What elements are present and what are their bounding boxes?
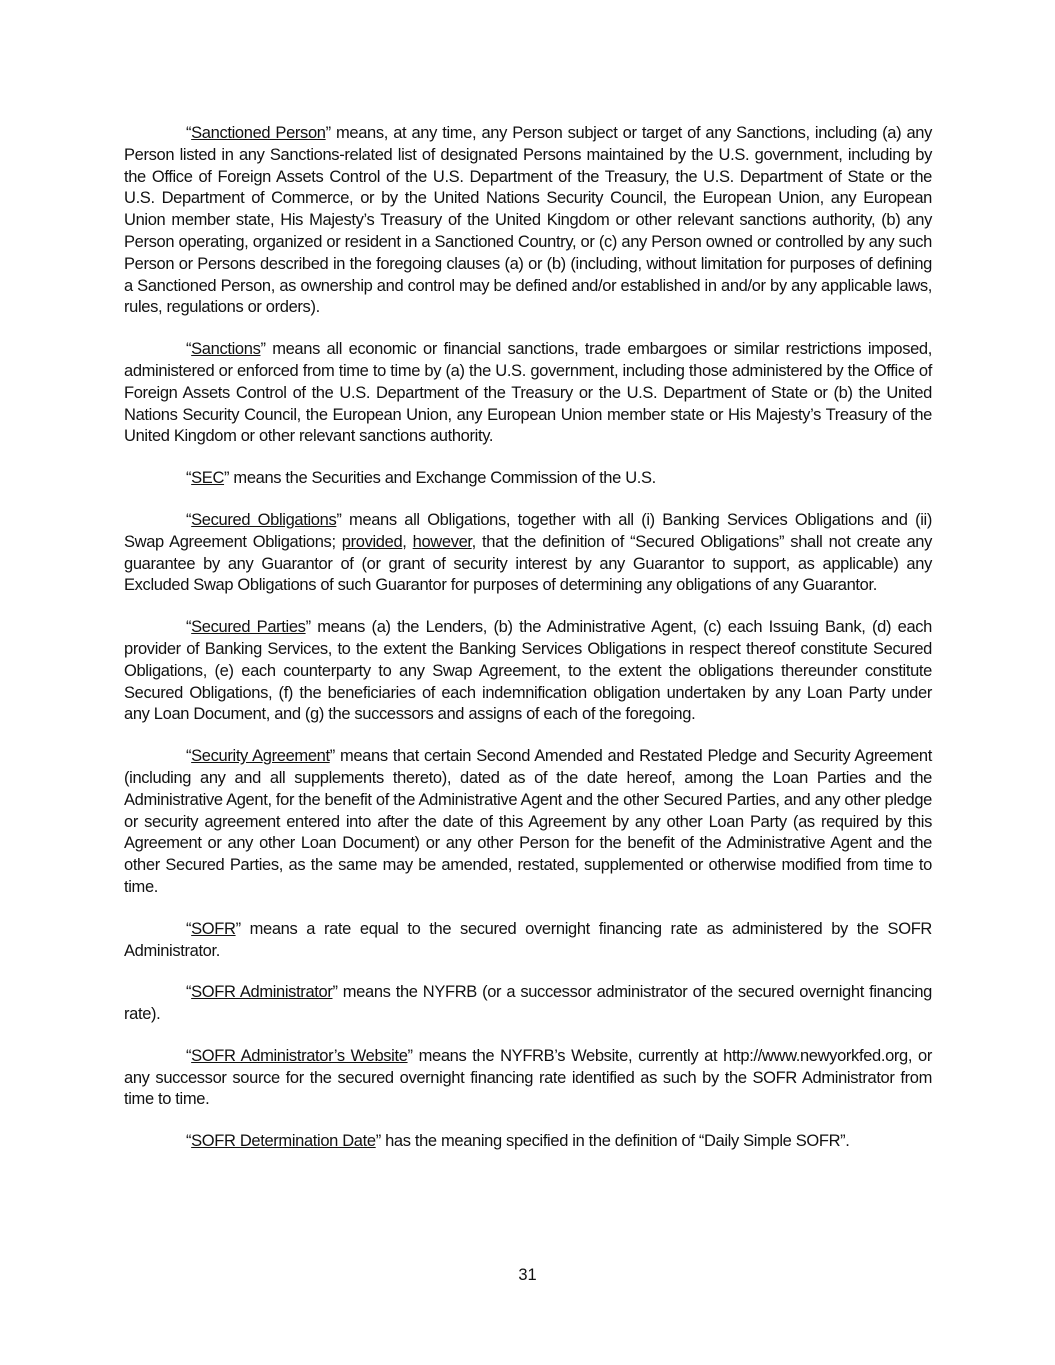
quote-mark: “ xyxy=(186,1132,192,1151)
definition-secured-obligations xyxy=(124,510,932,597)
definition-text: , that the definition of “Secured Obligations” shall not create any guarantee by any Guarantor of (or grant of security interest by any Guarantor to support, as applicable) any Excluded Swap Obligations of such Guarantor for purposes of determining any obligations of any Guarantor. xyxy=(124,532,933,595)
emphasis-however: however xyxy=(412,532,472,551)
quote-mark: “ xyxy=(186,124,192,142)
defined-term: SOFR xyxy=(191,919,236,938)
quote-mark: “ xyxy=(186,618,192,637)
quote-mark: “ xyxy=(186,340,192,359)
definition-text: ” means a rate equal to the secured overnight financing rate as administered by the SOFR Administrator. xyxy=(124,919,932,960)
definition-sofr-determination-date xyxy=(124,1131,932,1153)
quote-mark: “ xyxy=(186,469,192,488)
definition-sofr xyxy=(124,919,932,963)
quote-mark: “ xyxy=(186,919,192,938)
separator: , xyxy=(402,532,413,551)
definition-sofr-administrator xyxy=(124,982,932,1026)
quote-mark: “ xyxy=(186,983,192,1002)
defined-term: SOFR Administrator’s Website xyxy=(191,1046,408,1065)
definitions-section xyxy=(124,123,932,1173)
definition-text: ” means (a) the Lenders, (b) the Administrative Agent, (c) each Issuing Bank, (d) each provider of Banking Services, to the extent the Banking Services Obligations in respect thereof constitute Secured Obligations, (e) each counterparty to any Swap Agreement, to the extent the obligations thereunder constitute Secured Obligations, (f) the beneficiaries of each indemnification obligation undertaken by any Loan Party under any Loan Document, and (g) the successors and assigns of each of the foregoing. xyxy=(124,618,932,724)
definition-text: ” means the NYFRB’s Website, currently at http://www.newyorkfed.org, or any successor source for the secured overnight financing rate identified as such by the SOFR Administrator from time to time. xyxy=(124,1046,932,1109)
defined-term: Sanctioned Person xyxy=(191,124,326,142)
defined-term: Secured Obligations xyxy=(191,510,337,529)
defined-term: SOFR Administrator xyxy=(191,983,333,1002)
definition-sanctioned-person xyxy=(124,123,932,319)
page-number: 31 xyxy=(518,1266,537,1284)
definition-text: ” means, at any time, any Person subject or target of any Sanctions, including (a) any Person listed in any Sanctions-related list of designated Persons maintained by the U.S. government, including by the Office of Foreign Assets Control of the U.S. Department of the Treasury, the U.S. Department of State or the U.S. Department of Commerce, or by the United Nations Security Council, the European Union, any European Union member state, His Majesty’s Treasury of the United Kingdom or other relevant sanctions authority, (b) any Person operating, organized or resident in a Sanctioned Country, or (c) any Person owned or controlled by any such Person or Persons described in the foregoing clauses (a) or (b) (including, without limitation for purposes of defining a Sanctioned Person, as ownership and control may be defined and/or established in and/or by any applicable laws, rules, regulations or orders). xyxy=(124,124,932,317)
emphasis-provided: provided xyxy=(341,532,403,551)
defined-term: SOFR Determination Date xyxy=(191,1132,376,1151)
definition-text: ” has the meaning specified in the definition of “Daily Simple SOFR”. xyxy=(375,1132,850,1151)
definition-secured-parties xyxy=(124,617,932,726)
definition-sofr-administrators-website xyxy=(124,1046,932,1111)
definition-sanctions xyxy=(124,339,932,448)
defined-term: Secured Parties xyxy=(191,618,306,637)
definition-security-agreement xyxy=(124,746,932,899)
quote-mark: “ xyxy=(186,747,192,766)
defined-term: SEC xyxy=(191,469,225,488)
defined-term: Sanctions xyxy=(191,340,261,359)
definition-text: ” means the NYFRB (or a successor administrator of the secured overnight financing rate). xyxy=(124,983,932,1024)
defined-term: Security Agreement xyxy=(191,747,330,766)
definition-text: ” means all economic or financial sanctions, trade embargoes or similar restrictions imposed, administered or enforced from time to time by (a) the U.S. government, including those administered by the Office of Foreign Assets Control of the U.S. Department of the Treasury or the U.S. Department of State or (b) the United Nations Security Council, the European Union, any European Union member state or His Majesty’s Treasury of the United Kingdom or other relevant sanctions authority. xyxy=(124,340,932,446)
definition-text: ” means that certain Second Amended and Restated Pledge and Security Agreement (including any and all supplements thereto), dated as of the date hereof, among the Loan Parties and the Administrative Agent, for the benefit of the Administrative Agent and the other Secured Parties, and any other pledge or security agreement entered into after the date of this Agreement by any other Loan Party (as required by this Agreement or any other Loan Document) or any other Person for the benefit of the Administrative Agent and the other Secured Parties, as the same may be amended, restated, supplemented or otherwise modified from time to time. xyxy=(124,747,932,896)
definition-text: ” means the Securities and Exchange Commission of the U.S. xyxy=(224,469,656,488)
quote-mark: “ xyxy=(186,1046,192,1065)
quote-mark: “ xyxy=(186,510,192,529)
definition-text: ” means all Obligations, together with all (i) Banking Services Obligations and (ii) Swap Agreement Obligations; xyxy=(124,510,932,551)
definition-sec xyxy=(124,468,932,490)
